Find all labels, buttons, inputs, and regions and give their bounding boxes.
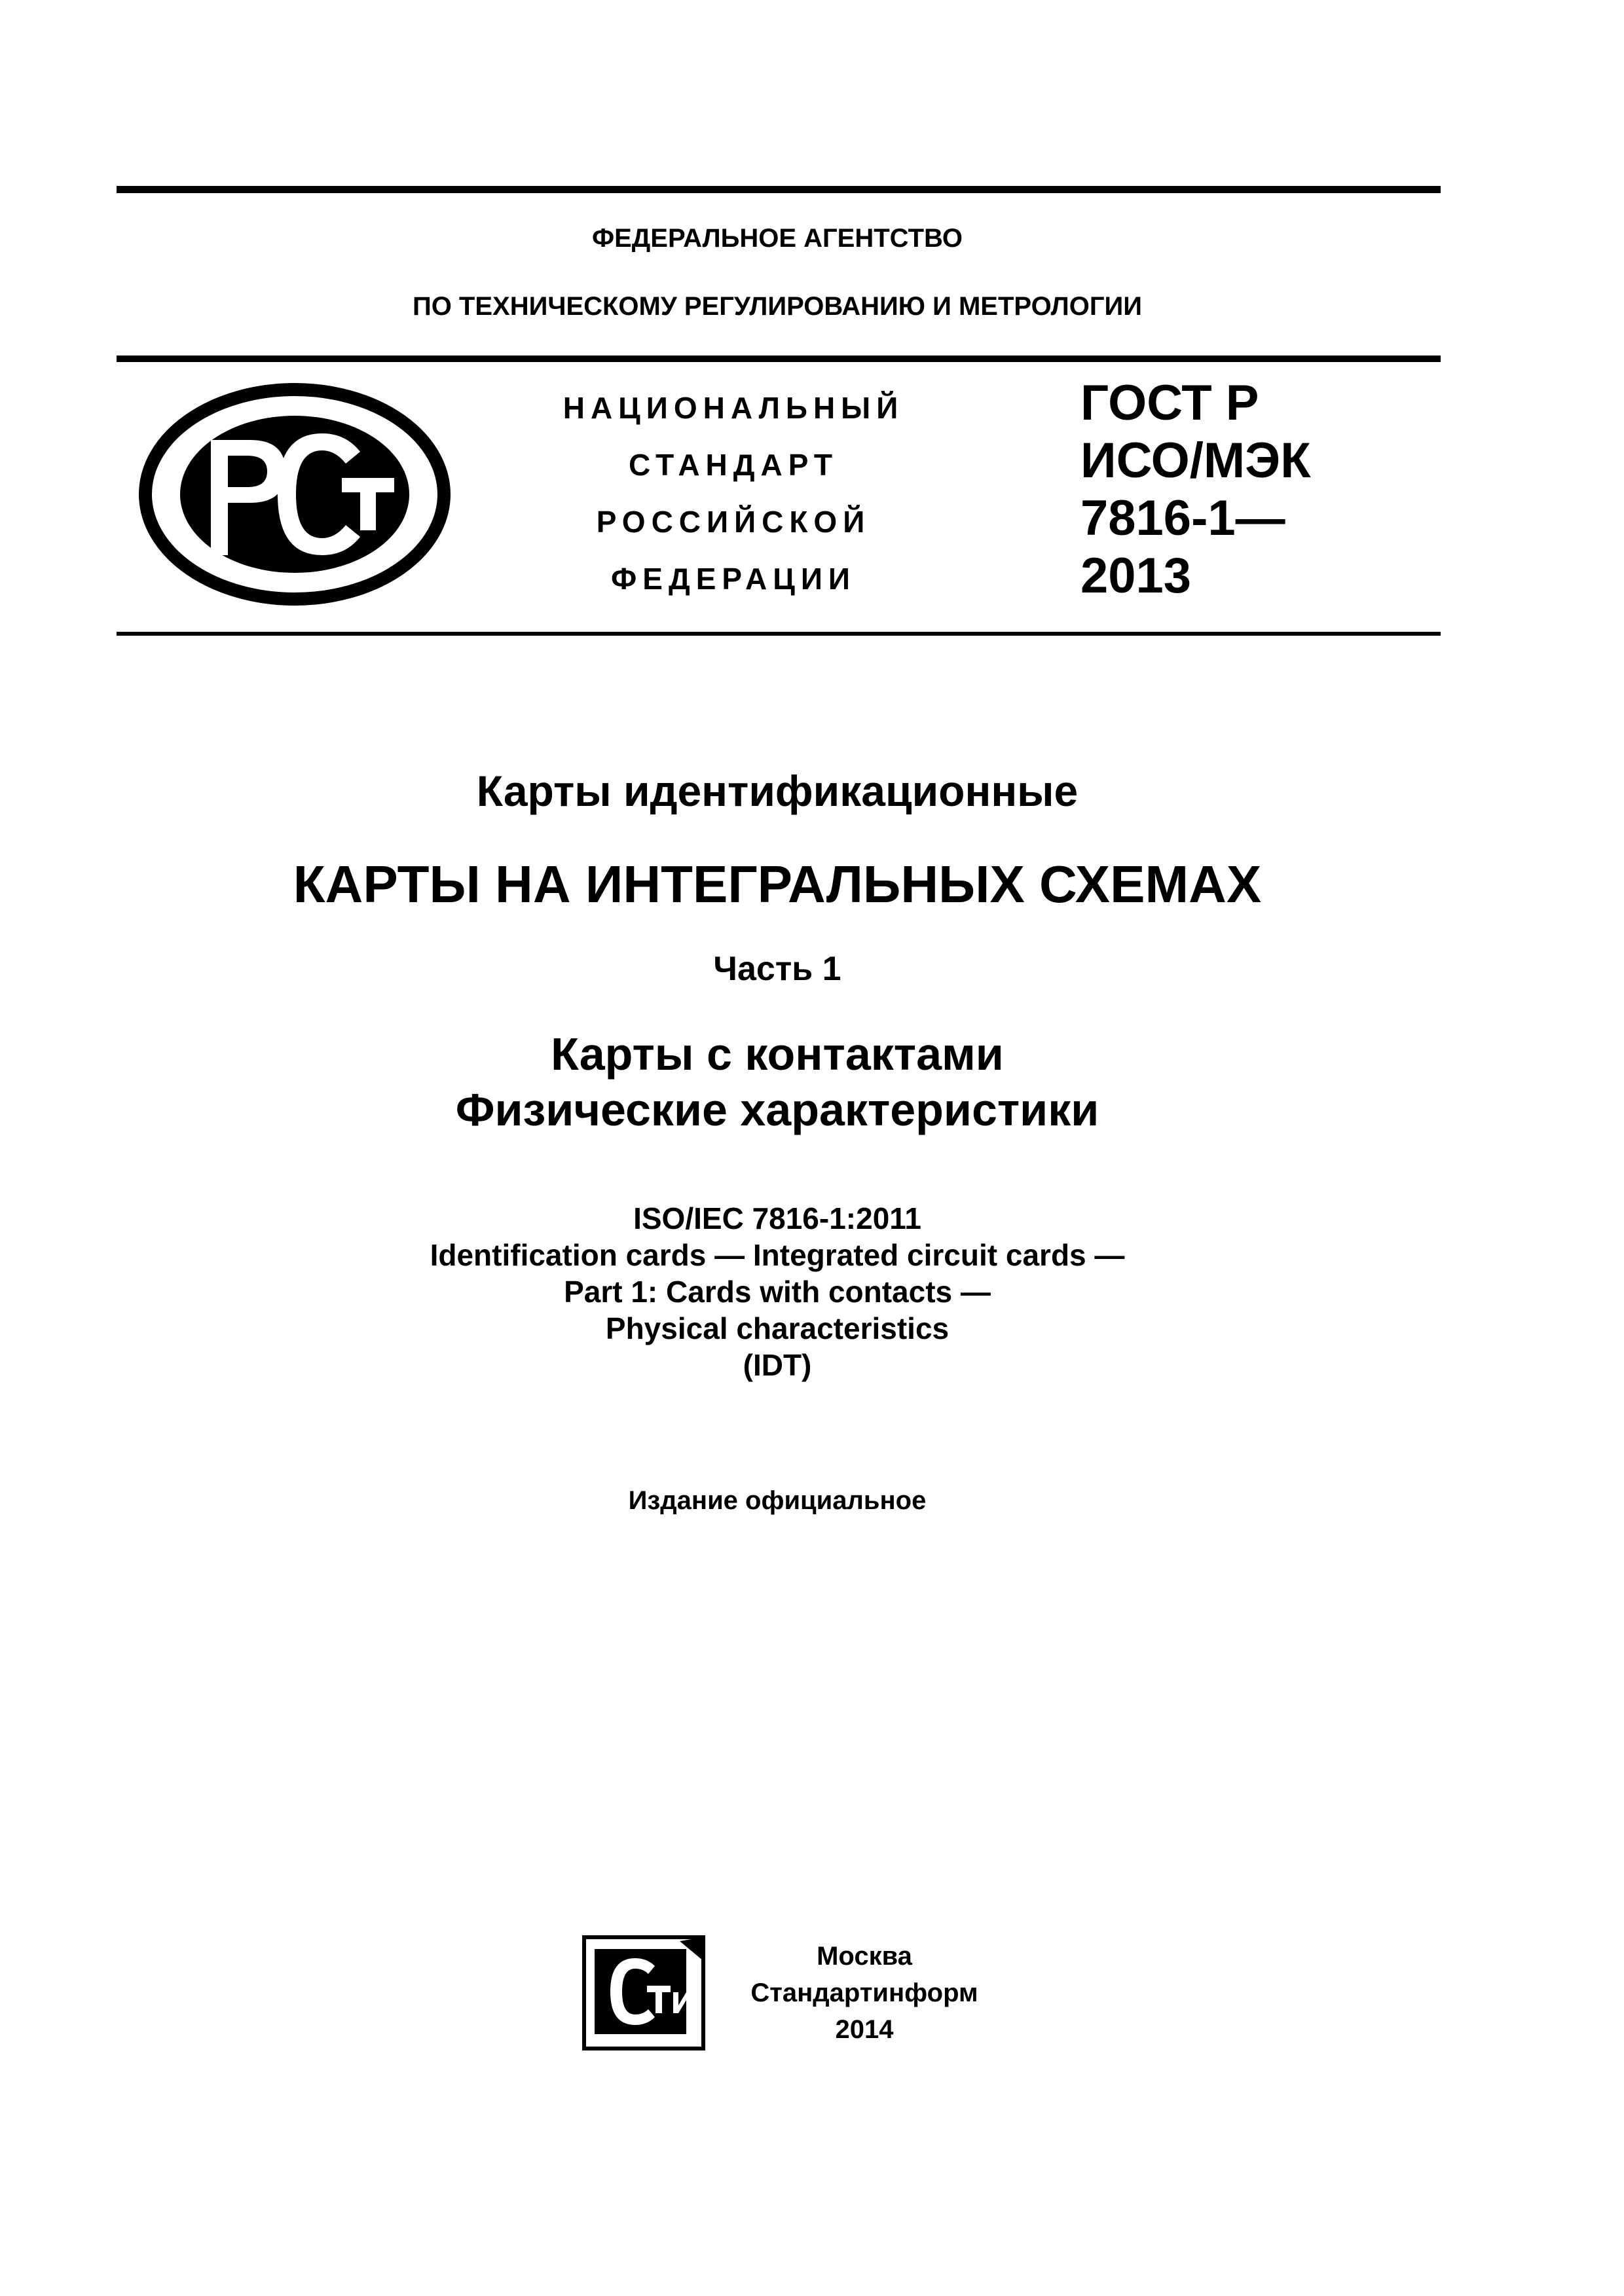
title-line-1: Карты идентификационные — [476, 767, 1079, 815]
publisher — [701, 1938, 1028, 2048]
publisher-year: 2014 — [835, 2015, 894, 2044]
lower-rule — [117, 632, 1441, 636]
edition-label: Издание официальное — [628, 1486, 927, 1515]
sti-emblem-icon — [581, 1935, 706, 2051]
title-line-2: КАРТЫ НА ИНТЕГРАЛЬНЫХ СХЕМАХ — [293, 855, 1262, 913]
subtitle-line-1: Карты с контактами — [551, 1029, 1004, 1080]
publisher-city: Москва — [817, 1942, 912, 1971]
standard-code-line: ИСО/МЭК — [1080, 433, 1311, 488]
source-line: Physical characteristics — [605, 1311, 950, 1345]
subtitle-line-2: Физические характеристики — [455, 1084, 1099, 1135]
agency-line-1: ФЕДЕРАЛЬНОЕ АГЕНТСТВО — [591, 224, 963, 253]
standard-code-line: 2013 — [1080, 548, 1192, 604]
middle-rule — [117, 355, 1441, 362]
top-rule — [117, 186, 1441, 193]
standard-code — [1080, 374, 1311, 605]
standard-type — [537, 380, 930, 608]
standard-code-line: 7816-1— — [1080, 490, 1285, 546]
standard-type-line: СТАНДАРТ — [629, 448, 838, 482]
standard-type-line: РОССИЙСКОЙ — [596, 505, 871, 539]
publisher-name: Стандартинформ — [750, 1978, 978, 2007]
source-line: Part 1: Cards with contacts — — [564, 1275, 991, 1309]
source-line: Identification cards — Integrated circuit cards — — [430, 1238, 1125, 1272]
source-line: ISO/IEC 7816-1:2011 — [633, 1201, 921, 1235]
rst-emblem-icon — [138, 380, 452, 609]
standard-code-line: ГОСТ Р — [1080, 375, 1259, 431]
part-label: Часть 1 — [713, 950, 841, 988]
standard-type-line: ФЕДЕРАЦИИ — [611, 562, 856, 596]
agency-line-2: ПО ТЕХНИЧЕСКОМУ РЕГУЛИРОВАНИЮ И МЕТРОЛОГИИ — [412, 292, 1143, 321]
standard-type-line: НАЦИОНАЛЬНЫЙ — [563, 391, 904, 425]
source-line: (IDT) — [743, 1348, 812, 1382]
